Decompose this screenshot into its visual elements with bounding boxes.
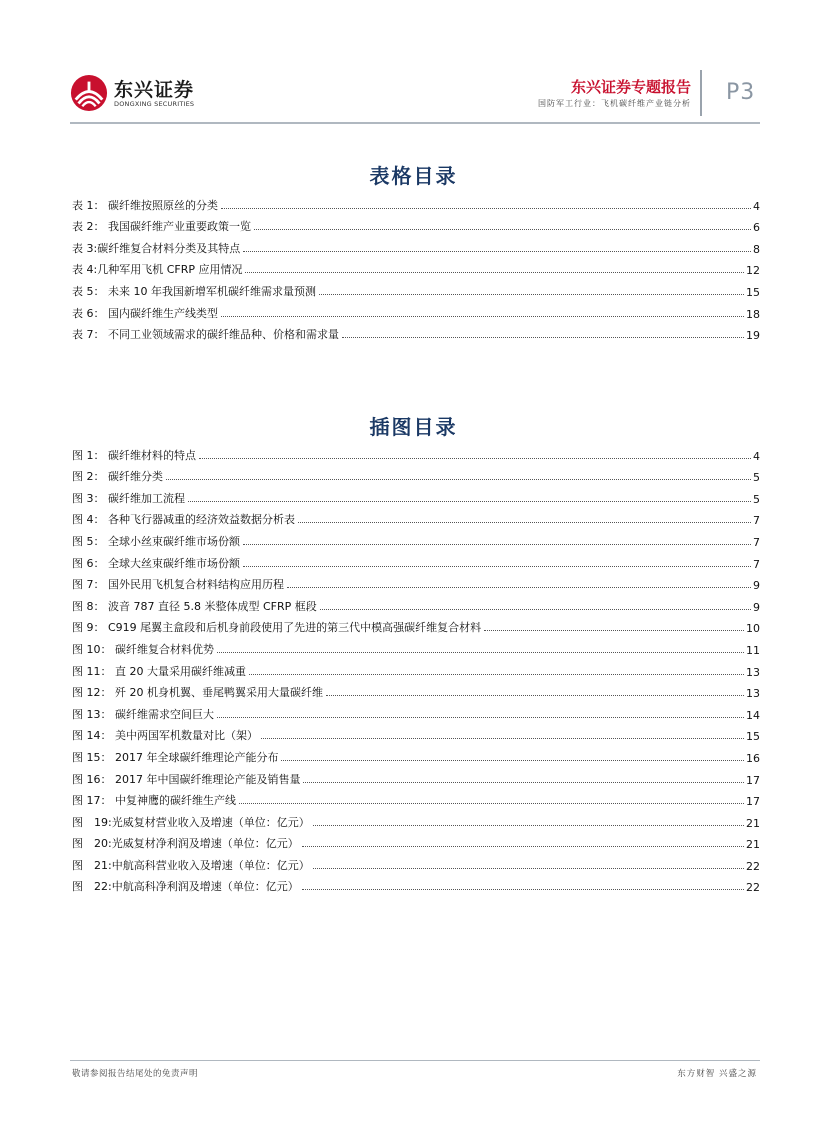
- toc-entry[interactable]: [72, 441, 760, 463]
- leader-dots: [221, 208, 751, 209]
- toc-entry[interactable]: [72, 571, 760, 593]
- leader-dots: [319, 294, 744, 295]
- toc-entry-page: 4: [753, 449, 760, 463]
- toc-entry-page: 7: [753, 514, 760, 528]
- toc-entry-label: 图 22:中航高科净利润及增速（单位：亿元）: [72, 880, 299, 894]
- report-title: 东兴证券专题报告: [570, 78, 691, 96]
- toc-entry[interactable]: [72, 787, 760, 809]
- toc-entry-label: 图 1： 碳纤维材料的特点: [72, 448, 196, 462]
- toc-entry-page: 8: [753, 242, 760, 256]
- header-divider: [700, 70, 702, 116]
- toc-entry-page: 14: [746, 708, 760, 722]
- toc-entry-page: 9: [753, 600, 760, 614]
- leader-dots: [188, 501, 751, 502]
- logo-subtext: DONGXING SECURITIES: [114, 100, 195, 108]
- toc-entry-page: 9: [753, 579, 760, 593]
- toc-entry-label: 表 3:碳纤维复合材料分类及其特点: [72, 241, 241, 255]
- toc-entry-label: 图 3： 碳纤维加工流程: [72, 491, 185, 505]
- toc-entry-label: 图 12： 歼 20 机身机翼、垂尾鸭翼采用大量碳纤维: [72, 686, 323, 700]
- toc-entry-label: 图 17： 中复神鹰的碳纤维生产线: [72, 794, 236, 808]
- toc-entry-page: 10: [746, 622, 760, 636]
- toc-entry-page: 7: [753, 535, 760, 549]
- toc-entry-page: 15: [746, 285, 760, 299]
- toc-entry-label: 图 15： 2017 年全球碳纤维理论产能分布: [72, 750, 279, 764]
- toc-entry[interactable]: [72, 743, 760, 765]
- toc-entry-page: 16: [746, 751, 760, 765]
- dongxing-logo-icon: [70, 74, 108, 112]
- toc-entry-page: 19: [746, 329, 760, 343]
- leader-dots: [281, 760, 744, 761]
- logo-text: 东兴证券: [114, 79, 195, 101]
- tables-toc-title: 表格目录: [369, 164, 458, 188]
- report-subtitle: 国防军工行业：飞机碳纤维产业链分析: [538, 99, 691, 108]
- toc-entry[interactable]: [72, 722, 760, 744]
- leader-dots: [298, 522, 751, 523]
- leader-dots: [261, 738, 744, 739]
- toc-entry[interactable]: [72, 614, 760, 636]
- toc-entry-page: 21: [746, 838, 760, 852]
- toc-entry-page: 13: [746, 665, 760, 679]
- leader-dots: [320, 609, 751, 610]
- toc-entry[interactable]: [72, 299, 760, 321]
- toc-entry-label: 图 10： 碳纤维复合材料优势: [72, 642, 214, 656]
- leader-dots: [313, 825, 744, 826]
- toc-entry[interactable]: [72, 256, 760, 278]
- toc-entry[interactable]: [72, 213, 760, 235]
- toc-entry[interactable]: [72, 277, 760, 299]
- toc-entry-label: 表 7： 不同工业领域需求的碳纤维品种、价格和需求量: [72, 328, 339, 342]
- toc-entry-page: 15: [746, 730, 760, 744]
- leader-dots: [239, 803, 744, 804]
- toc-entry-label: 图 21:中航高科营业收入及增速（单位：亿元）: [72, 858, 310, 872]
- leader-dots: [199, 458, 751, 459]
- toc-entry-label: 图 14： 美中两国军机数量对比（架）: [72, 729, 258, 743]
- toc-entry[interactable]: [72, 657, 760, 679]
- toc-entry-label: 图 11： 直 20 大量采用碳纤维减重: [72, 664, 246, 678]
- toc-entry-page: 6: [753, 221, 760, 235]
- leader-dots: [342, 337, 744, 338]
- toc-entry[interactable]: [72, 830, 760, 852]
- toc-entry[interactable]: [72, 851, 760, 873]
- leader-dots: [303, 782, 744, 783]
- toc-entry-label: 图 4： 各种飞行器减重的经济效益数据分析表: [72, 513, 295, 527]
- toc-entry[interactable]: [72, 873, 760, 895]
- toc-entry-page: 17: [746, 795, 760, 809]
- toc-entry[interactable]: [72, 765, 760, 787]
- toc-entry-label: 图 7： 国外民用飞机复合材料结构应用历程: [72, 578, 284, 592]
- toc-entry[interactable]: [72, 549, 760, 571]
- toc-entry[interactable]: [72, 484, 760, 506]
- leader-dots: [243, 566, 751, 567]
- toc-entry-page: 5: [753, 471, 760, 485]
- toc-entry-label: 表 2： 我国碳纤维产业重要政策一览: [72, 220, 251, 234]
- toc-entry-page: 5: [753, 492, 760, 506]
- toc-entry-label: 图 16： 2017 年中国碳纤维理论产能及销售量: [72, 772, 301, 786]
- toc-entry[interactable]: [72, 234, 760, 256]
- leader-dots: [166, 479, 751, 480]
- toc-entry-page: 7: [753, 557, 760, 571]
- leader-dots: [217, 717, 744, 718]
- company-logo: [70, 72, 220, 112]
- leader-dots: [245, 272, 744, 273]
- toc-entry-label: 表 6： 国内碳纤维生产线类型: [72, 306, 218, 320]
- leader-dots: [243, 251, 751, 252]
- toc-entry-label: 表 5： 未来 10 年我国新增军机碳纤维需求量预测: [72, 284, 316, 298]
- leader-dots: [217, 652, 744, 653]
- leader-dots: [249, 674, 744, 675]
- toc-entry-label: 图 2： 碳纤维分类: [72, 470, 163, 484]
- tables-toc-list: [72, 191, 760, 342]
- leader-dots: [313, 868, 744, 869]
- page-number: P3: [726, 80, 756, 105]
- toc-entry[interactable]: [72, 191, 760, 213]
- footer-rule: [70, 1060, 760, 1061]
- toc-entry-page: 4: [753, 199, 760, 213]
- toc-entry[interactable]: [72, 700, 760, 722]
- toc-entry[interactable]: [72, 592, 760, 614]
- toc-entry-label: 图 20:光威复材净利润及增速（单位：亿元）: [72, 837, 299, 851]
- leader-dots: [484, 630, 744, 631]
- toc-entry[interactable]: [72, 679, 760, 701]
- leader-dots: [254, 229, 751, 230]
- toc-entry-label: 图 19:光威复材营业收入及增速（单位：亿元）: [72, 815, 310, 829]
- toc-entry[interactable]: [72, 463, 760, 485]
- leader-dots: [287, 587, 751, 588]
- toc-entry-page: 22: [746, 881, 760, 895]
- toc-entry-label: 图 13： 碳纤维需求空间巨大: [72, 707, 214, 721]
- figures-toc-list: [72, 441, 760, 894]
- toc-entry-label: 表 4:几种军用飞机 CFRP 应用情况: [72, 263, 243, 277]
- toc-entry-label: 图 5： 全球小丝束碳纤维市场份额: [72, 534, 240, 548]
- leader-dots: [326, 695, 744, 696]
- footer-slogan: 东方财智 兴盛之源: [677, 1069, 757, 1079]
- toc-entry-page: 13: [746, 687, 760, 701]
- figures-toc-title: 插图目录: [369, 415, 458, 439]
- toc-entry-page: 17: [746, 773, 760, 787]
- leader-dots: [302, 889, 744, 890]
- toc-entry-page: 11: [746, 643, 760, 657]
- toc-entry-label: 图 8： 波音 787 直径 5.8 米整体成型 CFRP 框段: [72, 599, 317, 613]
- toc-entry-page: 21: [746, 816, 760, 830]
- footer-disclaimer: 敬请参阅报告结尾处的免责声明: [72, 1069, 199, 1079]
- toc-entry-label: 图 9： C919 尾翼主盒段和后机身前段使用了先进的第三代中模高强碳纤维复合材料: [72, 621, 482, 635]
- toc-entry-page: 12: [746, 264, 760, 278]
- toc-entry[interactable]: [72, 506, 760, 528]
- toc-entry-page: 22: [746, 859, 760, 873]
- toc-entry[interactable]: [72, 321, 760, 343]
- toc-entry-label: 图 6： 全球大丝束碳纤维市场份额: [72, 556, 240, 570]
- toc-entry[interactable]: [72, 808, 760, 830]
- toc-entry-label: 表 1： 碳纤维按照原丝的分类: [72, 198, 218, 212]
- leader-dots: [243, 544, 751, 545]
- toc-entry[interactable]: [72, 635, 760, 657]
- header-rule: [70, 122, 760, 124]
- toc-entry-page: 18: [746, 307, 760, 321]
- leader-dots: [221, 316, 744, 317]
- toc-entry[interactable]: [72, 527, 760, 549]
- leader-dots: [302, 846, 744, 847]
